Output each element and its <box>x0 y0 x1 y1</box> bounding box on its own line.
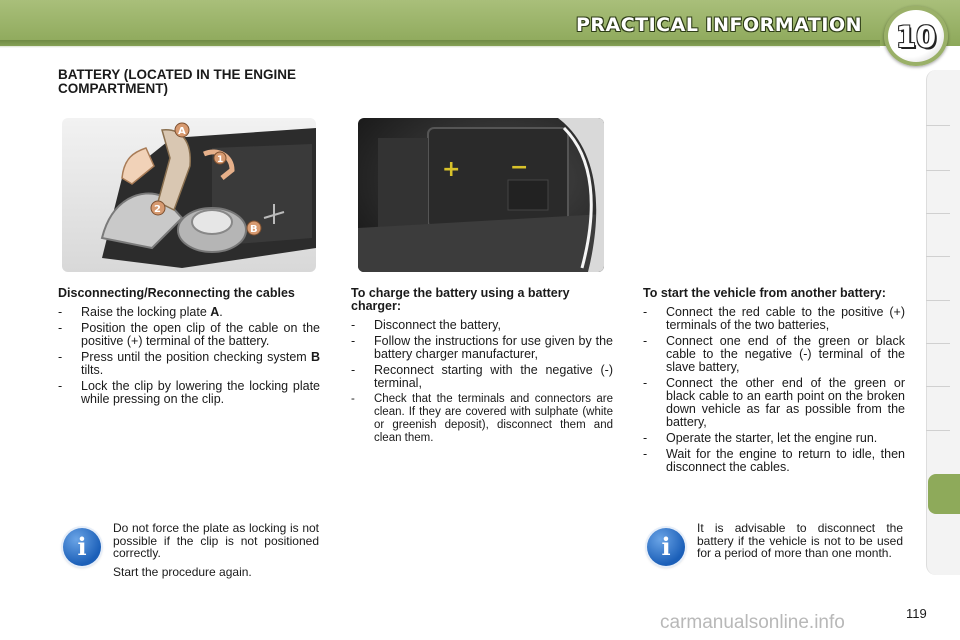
list-item: - Operate the starter, let the engine run. <box>643 432 905 445</box>
tab-divider <box>926 170 950 171</box>
tab-divider <box>926 300 950 301</box>
charge-instructions <box>351 287 613 448</box>
tab-divider <box>926 256 950 257</box>
battery-clip-illustration <box>62 118 316 272</box>
label-A: A <box>178 126 186 137</box>
chapter-badge <box>884 6 948 66</box>
tab-divider <box>926 125 950 126</box>
jumpstart-instructions <box>643 287 905 477</box>
header-shadow <box>0 40 880 48</box>
list-item: - Check that the terminals and connectors are clean. If they are covered with sulphate (white or greenish deposit), disconnect them and clean them. <box>351 393 613 445</box>
list-item: - Connect one end of the green or black cable to the negative (-) terminal of the slave battery, <box>643 335 905 374</box>
list-item: - Disconnect the battery, <box>351 319 613 332</box>
chapter-title: PRACTICAL INFORMATION <box>575 14 862 36</box>
list-item: - Follow the instructions for use given by the battery charger manufacturer, <box>351 335 613 361</box>
tab-divider <box>926 386 950 387</box>
list-item: - Connect the red cable to the positive (+) terminals of the two batteries, <box>643 306 905 332</box>
tab-divider <box>926 213 950 214</box>
info-icon: i <box>647 528 685 566</box>
jumpstart-heading: To start the vehicle from another battery: <box>643 286 886 300</box>
section-title: BATTERY (LOCATED IN THE ENGINE COMPARTMENT) <box>58 67 297 96</box>
note-paragraph: Start the procedure again. <box>113 564 252 579</box>
list-item: - Position the open clip of the cable on the positive (+) terminal of the battery. <box>58 322 320 348</box>
info-icon: i <box>63 528 101 566</box>
minus-terminal-label: − <box>510 155 529 180</box>
tab-divider <box>926 343 950 344</box>
note-paragraph: It is advisable to disconnect the battery if the vehicle is not to be used for a period of more than one month. <box>697 521 903 560</box>
label-1: 1 <box>217 155 224 165</box>
plus-terminal-label: + <box>442 157 461 182</box>
label-2: 2 <box>154 204 161 215</box>
disconnect-heading: Disconnecting/Reconnecting the cables <box>58 286 295 300</box>
chapter-number: 10 <box>895 20 937 54</box>
disconnect-instructions <box>58 287 320 409</box>
note-paragraph: Do not force the plate as locking is not possible if the clip is not positioned correctly. <box>113 521 319 560</box>
list-item: - Connect the other end of the green or black cable to an earth point on the broken down vehicle as far as possible from the battery, <box>643 377 905 429</box>
list-item: - Press until the position checking system B tilts. <box>58 351 320 377</box>
label-B: B <box>250 224 258 235</box>
list-item: - Reconnect starting with the negative (-) terminal, <box>351 364 613 390</box>
watermark: carmanualsonline.info <box>660 612 845 633</box>
tab-practical-information[interactable] <box>928 474 960 514</box>
list-item: - Lock the clip by lowering the locking plate while pressing on the clip. <box>58 380 320 406</box>
tab-divider <box>926 430 950 431</box>
list-item: - Raise the locking plate A. <box>58 306 320 319</box>
page-number: 119 <box>906 606 927 621</box>
engine-compartment-photo <box>358 118 604 272</box>
list-item: - Wait for the engine to return to idle, then disconnect the cables. <box>643 448 905 474</box>
charge-heading: To charge the battery using a battery charger: <box>351 286 570 313</box>
